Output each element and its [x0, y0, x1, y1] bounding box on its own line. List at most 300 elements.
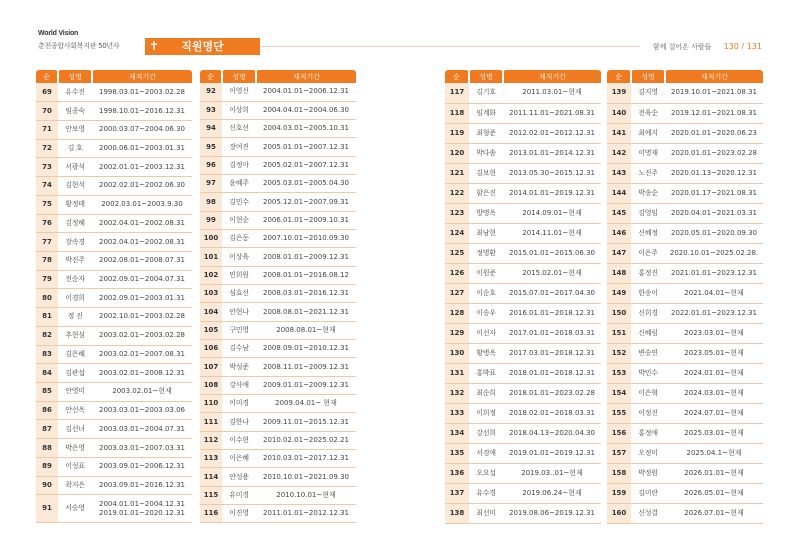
employment-period: [92, 158, 192, 177]
staff-row: [445, 163, 601, 183]
employment-period-line: 2026.01.01~현재: [684, 468, 744, 477]
staff-number: 151: [607, 323, 631, 343]
staff-number: 100: [200, 230, 222, 248]
staff-row: [36, 439, 192, 458]
employment-period: [256, 193, 356, 211]
staff-row: [36, 214, 192, 233]
staff-name: 최남현: [469, 223, 503, 243]
staff-number: 115: [200, 486, 222, 504]
employment-period-line: 2003.03.01~2003.03.06: [98, 406, 186, 415]
staff-number: 110: [200, 395, 222, 413]
employment-period: [256, 486, 356, 504]
staff-row: [445, 103, 601, 123]
employment-period-line: 2021.01.01~2023.12.31: [670, 268, 758, 277]
staff-number: 76: [36, 214, 58, 233]
staff-row: [445, 343, 601, 363]
staff-row: [200, 120, 356, 138]
staff-row: [200, 303, 356, 321]
staff-name: 이원준: [469, 263, 503, 283]
staff-name: 민희원: [222, 266, 256, 284]
staff-number: 116: [200, 505, 222, 523]
employment-period: [256, 120, 356, 138]
staff-number: 97: [200, 175, 222, 193]
employment-period-line: 2014.01.01~2019.12.31: [508, 188, 596, 197]
staff-name: 장여진: [222, 138, 256, 156]
staff-name: 강사애: [222, 376, 256, 394]
employment-period-line: 2000.03.07~2004.06.30: [98, 125, 186, 134]
running-header: [653, 42, 762, 52]
staff-row: [445, 223, 601, 243]
column-header-name: 성명: [469, 70, 503, 83]
staff-number: 136: [445, 463, 469, 483]
staff-name: 최선미: [469, 503, 503, 523]
employment-period-line: 2011.01.01~2012.12.31: [262, 509, 350, 518]
staff-name: 박다솜: [469, 143, 503, 163]
staff-number: 118: [445, 103, 469, 123]
employment-period: [503, 403, 601, 423]
employment-period: [503, 363, 601, 383]
staff-table-3: [445, 70, 601, 524]
employment-period-line: 2020.01.01~2020.06.23: [670, 128, 758, 137]
staff-name: 서승영: [58, 495, 92, 523]
staff-name: 이영신: [222, 83, 256, 101]
table-header-row: [445, 70, 601, 83]
cross-icon: ✝: [149, 39, 160, 53]
employment-period-line: 2010.10.01~현재: [276, 490, 336, 499]
employment-period-line: 2005.12.01~2007.09.31: [262, 197, 350, 206]
employment-period-line: 2009.04.01~ 현재: [275, 399, 337, 408]
staff-row: [607, 83, 763, 103]
staff-name: 홍정진: [631, 263, 665, 283]
staff-row: [200, 321, 356, 339]
staff-number: 83: [36, 345, 58, 364]
employment-period: [665, 163, 763, 183]
employment-period-line: 2005.02.01~2007.12.31: [262, 160, 350, 169]
staff-row: [607, 283, 763, 303]
employment-period-line: 2020.05.01~2020.09.30: [670, 228, 758, 237]
employment-period: [665, 183, 763, 203]
staff-number: 69: [36, 83, 58, 102]
staff-number: 85: [36, 383, 58, 402]
staff-number: 94: [200, 120, 222, 138]
employment-period-line: 2010.10.01~2021.09.30: [262, 472, 350, 481]
employment-period-line: 2004.01.01~2004.12.31: [98, 499, 186, 508]
staff-row: [36, 420, 192, 439]
employment-period-line: 2006.01.01~2009.10.31: [262, 215, 350, 224]
staff-name: 이미경: [222, 395, 256, 413]
employment-period-line: 2002.02.01~2002.06.30: [98, 181, 186, 190]
employment-period: [256, 395, 356, 413]
staff-number: 146: [607, 223, 631, 243]
employment-period-line: 2000.06.01~2003.01.31: [98, 144, 186, 153]
staff-row: [445, 243, 601, 263]
staff-number: 130: [445, 343, 469, 363]
staff-row: [445, 443, 601, 463]
staff-name: 심효선: [222, 285, 256, 303]
staff-name: 방명옥: [469, 203, 503, 223]
staff-number: 92: [200, 83, 222, 101]
employment-period: [92, 139, 192, 158]
staff-name: 유수경: [469, 483, 503, 503]
staff-name: 김선녀: [58, 420, 92, 439]
staff-row: [607, 143, 763, 163]
staff-name: 이상희: [222, 101, 256, 119]
staff-row: [200, 83, 356, 101]
staff-number: 132: [445, 383, 469, 403]
staff-name: 전순자: [58, 270, 92, 289]
staff-name: 신혜림: [631, 323, 665, 343]
staff-row: [445, 363, 601, 383]
staff-row: [445, 303, 601, 323]
staff-row: [445, 283, 601, 303]
employment-period-line: 2003.03.01~2004.07.31: [98, 424, 186, 433]
employment-period: [503, 423, 601, 443]
staff-table-2: [200, 70, 356, 523]
staff-number: 113: [200, 450, 222, 468]
staff-row: [36, 251, 192, 270]
column-header-name: 성명: [58, 70, 92, 83]
staff-row: [607, 243, 763, 263]
staff-number: 135: [445, 443, 469, 463]
employment-period: [256, 505, 356, 523]
staff-name: 박정원: [631, 463, 665, 483]
employment-period: [92, 401, 192, 420]
employment-period-line: 2008.09.01~2010.12.31: [262, 344, 350, 353]
staff-row: [36, 120, 192, 139]
staff-row: [607, 103, 763, 123]
staff-row: [200, 248, 356, 266]
employment-period: [503, 223, 601, 243]
column-header-period: 재직기간: [665, 70, 763, 83]
employment-period: [92, 308, 192, 327]
staff-name: 박진주: [58, 251, 92, 270]
staff-name: 최형준: [469, 123, 503, 143]
staff-row: [36, 308, 192, 327]
staff-number: 147: [607, 243, 631, 263]
staff-name: 서광석: [58, 158, 92, 177]
staff-number: 124: [445, 223, 469, 243]
employment-period-line: 2019.01.01~2019.12.31: [508, 448, 596, 457]
employment-period: [665, 223, 763, 243]
staff-row: [445, 123, 601, 143]
employment-period: [256, 156, 356, 174]
staff-name: 신호선: [222, 120, 256, 138]
staff-row: [36, 177, 192, 196]
staff-row: [200, 230, 356, 248]
staff-name: 안영미: [58, 383, 92, 402]
staff-number: 128: [445, 303, 469, 323]
employment-period: [665, 283, 763, 303]
employment-period-line: 2009.01.01~2009.12.31: [262, 380, 350, 389]
staff-number: 143: [607, 163, 631, 183]
employment-period: [92, 383, 192, 402]
employment-period: [256, 138, 356, 156]
employment-period: [92, 214, 192, 233]
staff-number: 139: [607, 83, 631, 103]
employment-period-line: 2003.02.01~현재: [112, 387, 172, 396]
staff-name: 김기호: [469, 83, 503, 103]
staff-table-1: [36, 70, 192, 523]
employment-period: [503, 343, 601, 363]
employment-period-line: 2005.01.01~2007.12.31: [262, 142, 350, 151]
staff-row: [200, 101, 356, 119]
employment-period-line: 2022.01.01~2023.12.31: [670, 308, 758, 317]
staff-number: 158: [607, 463, 631, 483]
staff-number: 84: [36, 364, 58, 383]
employment-period: [665, 423, 763, 443]
employment-period: [665, 483, 763, 503]
staff-row: [607, 363, 763, 383]
staff-row: [36, 326, 192, 345]
employment-period: [256, 376, 356, 394]
employment-period-line: 2002.09.01~2003.01.31: [98, 293, 186, 302]
employment-period-line: 2002.08.01~2008.07.31: [98, 256, 186, 265]
employment-period: [256, 303, 356, 321]
employment-period-line: 2010.03.01~2017.12.31: [262, 454, 350, 463]
staff-number: 96: [200, 156, 222, 174]
staff-name: 김현석: [58, 177, 92, 196]
staff-name: 유미경: [222, 486, 256, 504]
staff-row: [200, 193, 356, 211]
column-header-period: 재직기간: [256, 70, 356, 83]
employment-period-line: 2019.12.01~2021.08.31: [670, 108, 758, 117]
employment-period-line: 2014.09.01~현재: [522, 208, 582, 217]
staff-name: 이명재: [631, 143, 665, 163]
staff-row: [36, 289, 192, 308]
employment-period-line: 2013.05.30~2015.12.31: [508, 168, 596, 177]
staff-row: [445, 423, 601, 443]
employment-period-line: 2002.09.01~2004.07.31: [98, 275, 186, 284]
world-vision-logo: World Vision: [38, 30, 79, 37]
table-header-row: [200, 70, 356, 83]
staff-number: 117: [445, 83, 469, 103]
employment-period: [503, 483, 601, 503]
employment-period-line: 2016.01.01~2018.12.31: [508, 308, 596, 317]
staff-name: 황병옥: [469, 343, 503, 363]
staff-row: [607, 303, 763, 323]
employment-period-line: 2023.05.01~현재: [684, 348, 744, 357]
column-header-no: 순: [445, 70, 469, 83]
employment-period: [503, 103, 601, 123]
employment-period-line: 2007.10.01~2010.09.30: [262, 234, 350, 243]
employment-period: [503, 323, 601, 343]
employment-period-line: 2018.01.01~2023.02.28: [508, 388, 596, 397]
staff-number: 119: [445, 123, 469, 143]
staff-row: [445, 483, 601, 503]
page-title-banner: [145, 38, 260, 55]
employment-period-line: 2023.03.01~현재: [684, 328, 744, 337]
employment-period-line: 2008.08.01~2021.12.31: [262, 307, 350, 316]
column-header-period: 재직기간: [503, 70, 601, 83]
employment-period: [256, 83, 356, 101]
staff-number: 157: [607, 443, 631, 463]
staff-row: [200, 395, 356, 413]
employment-period: [92, 420, 192, 439]
employment-period-line: 2004.03.01~2005.10.31: [262, 124, 350, 133]
employment-period: [503, 83, 601, 103]
employment-period-line: 2012.02.01~2012.12.31: [508, 128, 596, 137]
employment-period-line: 1998.10.01~2016.12.31: [98, 106, 186, 115]
staff-number: 71: [36, 120, 58, 139]
staff-number: 160: [607, 503, 631, 523]
staff-row: [607, 383, 763, 403]
staff-name: 이은주: [631, 243, 665, 263]
staff-row: [445, 383, 601, 403]
staff-number: 106: [200, 340, 222, 358]
staff-row: [200, 340, 356, 358]
staff-number: 72: [36, 139, 58, 158]
page-title: 직원명단: [181, 40, 224, 53]
employment-period: [92, 120, 192, 139]
staff-name: 안선옥: [58, 401, 92, 420]
staff-name: 함은진: [469, 183, 503, 203]
staff-name: 김한나: [222, 413, 256, 431]
staff-name: 이성표: [58, 457, 92, 476]
employment-period-line: 2025.03.01~현재: [684, 428, 744, 437]
staff-number: 102: [200, 266, 222, 284]
staff-row: [36, 383, 192, 402]
staff-name: 김보현: [469, 163, 503, 183]
employment-period: [92, 289, 192, 308]
employment-period-line: 2010.02.01~2025.02.21: [262, 435, 350, 444]
employment-period: [503, 503, 601, 523]
staff-name: 홍박표: [469, 363, 503, 383]
staff-name: 이선자: [469, 323, 503, 343]
employment-period: [92, 457, 192, 476]
staff-number: 129: [445, 323, 469, 343]
employment-period: [256, 358, 356, 376]
staff-row: [36, 233, 192, 252]
staff-number: 70: [36, 102, 58, 121]
employment-period: [92, 102, 192, 121]
employment-period-line: 2020.04.01~2021.03.31: [670, 208, 758, 217]
table-header-row: [36, 70, 192, 83]
staff-name: 이은혁: [631, 383, 665, 403]
staff-row: [36, 158, 192, 177]
staff-row: [200, 211, 356, 229]
staff-name: 오정미: [631, 443, 665, 463]
employment-period-line: 2005.03.01~2005.04.30: [262, 179, 350, 188]
staff-number: 108: [200, 376, 222, 394]
employment-period-line: 2002.04.01~2002.08.31: [98, 237, 186, 246]
staff-name: 김민수: [222, 193, 256, 211]
employment-period: [503, 163, 601, 183]
employment-period-line: 2015.02.01~현재: [522, 268, 582, 277]
staff-name: 김미란: [631, 483, 665, 503]
staff-row: [200, 450, 356, 468]
employment-period: [503, 243, 601, 263]
employment-period: [256, 175, 356, 193]
staff-name: 임종숙: [58, 102, 92, 121]
employment-period-line: 2015.01.01~2015.06.30: [508, 248, 596, 257]
staff-name: 이희정: [469, 403, 503, 423]
staff-row: [36, 139, 192, 158]
staff-name: 이은혜: [222, 450, 256, 468]
staff-name: 장속경: [58, 233, 92, 252]
staff-number: 127: [445, 283, 469, 303]
staff-name: 김관섭: [58, 364, 92, 383]
staff-number: 126: [445, 263, 469, 283]
column-header-name: 성명: [222, 70, 256, 83]
staff-name: 김 호: [58, 139, 92, 158]
staff-number: 78: [36, 251, 58, 270]
employment-period-line: 2018.02.01~2018.03.31: [508, 408, 596, 417]
staff-name: 오요섭: [469, 463, 503, 483]
column-header-name: 성명: [631, 70, 665, 83]
employment-period: [92, 195, 192, 214]
employment-period: [665, 303, 763, 323]
staff-number: 105: [200, 321, 222, 339]
employment-period-line: 2008.03.01~2016.12.31: [262, 289, 350, 298]
staff-name: 강선희: [469, 423, 503, 443]
staff-row: [200, 266, 356, 284]
staff-number: 99: [200, 211, 222, 229]
staff-name: 임계화: [469, 103, 503, 123]
staff-row: [36, 364, 192, 383]
staff-row: [200, 175, 356, 193]
employment-period: [665, 103, 763, 123]
employment-period-line: 2003.02.01~2008.12.31: [98, 368, 186, 377]
employment-period: [256, 101, 356, 119]
staff-name: 박성준: [222, 358, 256, 376]
employment-period-line: 2020.10.01~2025.02.28.: [669, 248, 759, 257]
employment-period: [665, 243, 763, 263]
column-header-no: 순: [200, 70, 222, 83]
staff-row: [36, 495, 192, 523]
staff-name: 김은혜: [58, 345, 92, 364]
staff-number: 93: [200, 101, 222, 119]
employment-period: [503, 203, 601, 223]
staff-number: 91: [36, 495, 58, 523]
staff-row: [607, 223, 763, 243]
employment-period: [503, 123, 601, 143]
employment-period-line: 2002.01.01~2003.12.31: [98, 162, 186, 171]
staff-number: 148: [607, 263, 631, 283]
staff-number: 80: [36, 289, 58, 308]
employment-period-line: 2019.01.01~2020.12.31: [98, 508, 186, 517]
staff-number: 101: [200, 248, 222, 266]
staff-row: [36, 102, 192, 121]
staff-name: 정 진: [58, 308, 92, 327]
staff-name: 이진영: [222, 505, 256, 523]
staff-table-4: [607, 70, 763, 524]
staff-number: 90: [36, 476, 58, 495]
employment-period-line: 2018.04.13~2020.04.30: [508, 428, 596, 437]
staff-number: 121: [445, 163, 469, 183]
employment-period-line: 2002.03.01~2003.9.30: [101, 200, 183, 209]
staff-name: 안성용: [222, 468, 256, 486]
employment-period: [256, 468, 356, 486]
staff-number: 87: [36, 420, 58, 439]
header-divider-right: [410, 46, 640, 47]
staff-row: [200, 138, 356, 156]
employment-period-line: 2003.09.01~2006.12.31: [98, 462, 186, 471]
staff-name: 전육순: [631, 103, 665, 123]
employment-period-line: 2003.09.01~2016.12.31: [98, 480, 186, 489]
employment-period: [665, 363, 763, 383]
employment-period-line: 1998.03.01~2003.02.28: [98, 87, 186, 96]
employment-period: [256, 266, 356, 284]
staff-name: 이경희: [58, 289, 92, 308]
staff-name: 박은영: [58, 439, 92, 458]
staff-row: [36, 195, 192, 214]
staff-row: [36, 401, 192, 420]
employment-period-line: 2025.04.1~현재: [686, 448, 742, 457]
employment-period: [503, 303, 601, 323]
staff-row: [200, 358, 356, 376]
staff-row: [36, 345, 192, 364]
staff-name: 김정혜: [58, 214, 92, 233]
